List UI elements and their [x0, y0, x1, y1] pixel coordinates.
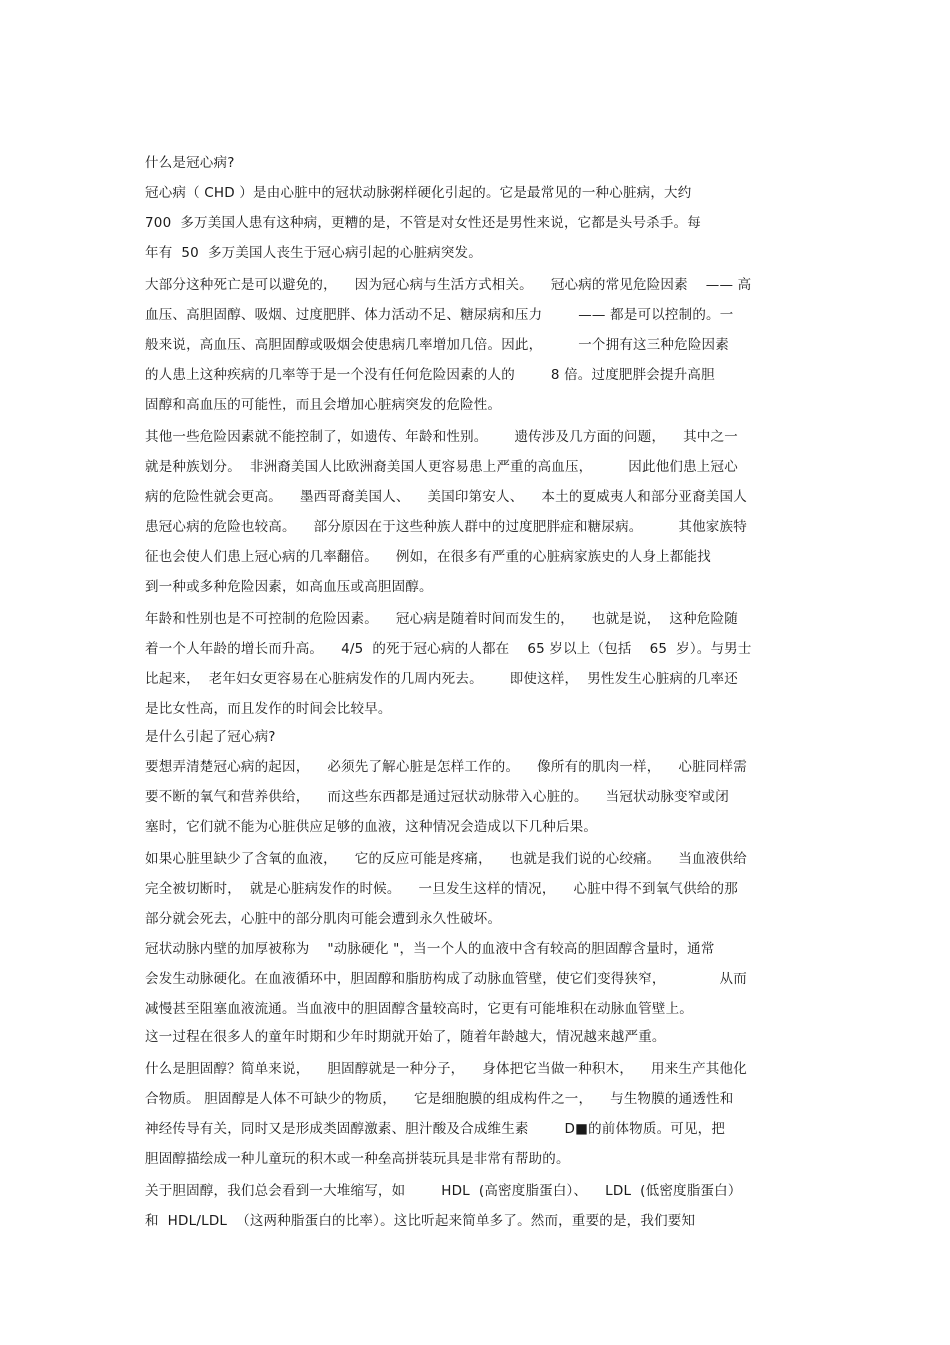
paragraph-line: 神经传导有关，同时又是形成类固醇激素、胆汁酸及合成维生素 D■的前体物质。可见，把: [145, 1121, 726, 1137]
paragraph-line: 着一个人年龄的增长而升高。 4/5 的死于冠心病的人都在 65 岁以上（包括 65 岁）。与男士: [145, 641, 752, 657]
paragraph-line: 合物质。 胆固醇是人体不可缺少的物质， 它是细胞膜的组成构件之一， 与生物膜的通透性和: [145, 1091, 734, 1107]
paragraph-line: 会发生动脉硬化。在血液循环中，胆固醇和脂肪构成了动脉血管壁，使它们变得狭窄， 从而: [145, 971, 747, 987]
paragraph-line: 是比女性高，而且发作的时间会比较早。: [145, 701, 392, 717]
paragraph-line: 年龄和性别也是不可控制的危险因素。 冠心病是随着时间而发生的， 也就是说， 这种危险随: [145, 611, 738, 627]
paragraph-line: 减慢甚至阻塞血液流通。当血液中的胆固醇含量较高时，它更有可能堆积在动脉血管壁上。: [145, 1001, 693, 1017]
paragraph-line: 的人患上这种疾病的几率等于是一个没有任何危险因素的人的 8 倍。过度肥胖会提升高胆: [145, 367, 715, 383]
paragraph-line: 患冠心病的危险也较高。 部分原因在于这些种族人群中的过度肥胖症和糖尿病。 其他家族特: [145, 519, 747, 535]
paragraph-line: 冠心病（ CHD ）是由心脏中的冠状动脉粥样硬化引起的。它是最常见的一种心脏病，大约: [145, 185, 692, 201]
paragraph-line: 胆固醇描绘成一种儿童玩的积木或一种垒高拼装玩具是非常有帮助的。: [145, 1151, 570, 1167]
paragraph-line: 其他一些危险因素就不能控制了，如遗传、年龄和性别。 遗传涉及几方面的问题， 其中之一: [145, 429, 738, 445]
paragraph-line: 和 HDL/LDL （这两种脂蛋白的比率）。这比听起来简单多了。然而，重要的是，我们要知: [145, 1213, 696, 1229]
paragraph-line: 病的危险性就会更高。 墨西哥裔美国人、 美国印第安人、 本土的夏威夷人和部分亚裔美国人: [145, 489, 747, 505]
paragraph-line: 年有 50 多万美国人丧生于冠心病引起的心脏病突发。: [145, 245, 482, 261]
paragraph-line: 固醇和高血压的可能性，而且会增加心脏病突发的危险性。: [145, 397, 502, 413]
paragraph-line: 要不断的氧气和营养供给， 而这些东西都是通过冠状动脉带入心脏的。 当冠状动脉变窄或闭: [145, 789, 729, 805]
paragraph-line: 比起来， 老年妇女更容易在心脏病发作的几周内死去。 即使这样， 男性发生心脏病的几率还: [145, 671, 738, 687]
paragraph-line: 般来说，高血压、高胆固醇或吸烟会使患病几率增加几倍。因此， 一个拥有这三种危险因素: [145, 337, 729, 353]
heading-what-is-chd: 什么是冠心病?: [145, 155, 235, 171]
paragraph-line: 如果心脏里缺少了含氧的血液， 它的反应可能是疼痛， 也就是我们说的心绞痛。 当血液供给: [145, 851, 747, 867]
paragraph-line: 征也会使人们患上冠心病的几率翻倍。 例如，在很多有严重的心脏病家族史的人身上都能找: [145, 549, 711, 565]
paragraph-line: 冠状动脉内壁的加厚被称为 "动脉硬化 "，当一个人的血液中含有较高的胆固醇含量时，通常: [145, 941, 715, 957]
paragraph-line: 血压、高胆固醇、吸烟、过度肥胖、体力活动不足、糖尿病和压力 —— 都是可以控制的。一: [145, 307, 734, 323]
paragraph-line: 700 多万美国人患有这种病，更糟的是，不管是对女性还是男性来说，它都是头号杀手。每: [145, 215, 701, 231]
paragraph-line: 到一种或多种危险因素，如高血压或高胆固醇。: [145, 579, 433, 595]
heading-what-causes-chd: 是什么引起了冠心病?: [145, 729, 276, 745]
paragraph-line: 部分就会死去，心脏中的部分肌肉可能会遭到永久性破坏。: [145, 911, 502, 927]
paragraph-line: 关于胆固醇，我们总会看到一大堆缩写，如 HDL (高密度脂蛋白）、 LDL (低密度脂蛋白）: [145, 1183, 742, 1199]
paragraph-line: 完全被切断时， 就是心脏病发作的时候。 一旦发生这样的情况， 心脏中得不到氧气供给的那: [145, 881, 738, 897]
paragraph-line: 这一过程在很多人的童年时期和少年时期就开始了，随着年龄越大，情况越来越严重。: [145, 1029, 666, 1045]
paragraph-line: 什么是胆固醇？简单来说， 胆固醇就是一种分子， 身体把它当做一种积木， 用来生产其他化: [145, 1061, 747, 1077]
paragraph-line: 塞时，它们就不能为心脏供应足够的血液，这种情况会造成以下几种后果。: [145, 819, 598, 835]
paragraph-line: 要想弄清楚冠心病的起因， 必须先了解心脏是怎样工作的。 像所有的肌肉一样， 心脏同样需: [145, 759, 747, 775]
paragraph-line: 大部分这种死亡是可以避免的， 因为冠心病与生活方式相关。 冠心病的常见危险因素 —— 高: [145, 277, 752, 293]
paragraph-line: 就是种族划分。 非洲裔美国人比欧洲裔美国人更容易患上严重的高血压， 因此他们患上冠心: [145, 459, 738, 475]
